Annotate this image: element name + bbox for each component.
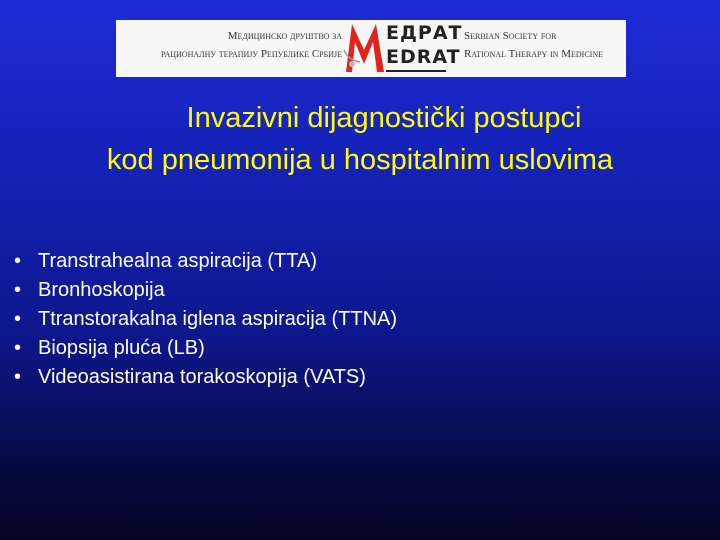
bullet-list [14, 247, 397, 392]
bullet-item-bronchoscopy [14, 276, 397, 305]
bullet-text: Ttranstorakalna iglena aspiracija (TTNA) [38, 308, 398, 330]
bullet-dot-icon: • [14, 366, 22, 388]
society-name-serbian-line1: Медицинско друштво за [227, 30, 342, 42]
slide-title [0, 97, 720, 181]
society-name-serbian [116, 20, 344, 77]
bullet-dot-icon: • [14, 337, 22, 359]
logo-text-latin: EDRAT [386, 46, 461, 68]
bullet-item-ttna [14, 305, 397, 334]
logo-text-cyrillic: ЕДРАТ [386, 22, 463, 44]
bullet-text: Videoasistirana torakoskopija (VATS) [38, 366, 366, 388]
society-name-english-line1: Serbian Society for [464, 30, 557, 42]
bullet-text: Bronhoskopija [38, 279, 165, 301]
society-name-english-line2: Rational Therapy in Medicine [464, 48, 603, 60]
header-banner [116, 20, 626, 77]
bullet-text: Biopsija pluća (LB) [38, 337, 205, 359]
medrat-logo [342, 20, 463, 77]
slide-title-line1: Invazivni dijagnostički postupci [186, 102, 582, 134]
slide-title-line2: kod pneumonija u hospitalnim uslovima [106, 144, 614, 176]
bullet-text: Transtrahealna aspiracija (TTA) [38, 250, 317, 272]
bullet-dot-icon: • [14, 279, 22, 301]
bullet-item-lung-biopsy [14, 334, 397, 363]
bullet-item-tta [14, 247, 397, 276]
bullet-dot-icon: • [14, 308, 22, 330]
society-name-serbian-line2: рационалну терапију Републике Србије [161, 48, 342, 60]
bullet-item-vats [14, 363, 397, 392]
society-name-english [462, 20, 626, 77]
bullet-dot-icon: • [14, 250, 22, 272]
logo-underline [386, 70, 446, 72]
